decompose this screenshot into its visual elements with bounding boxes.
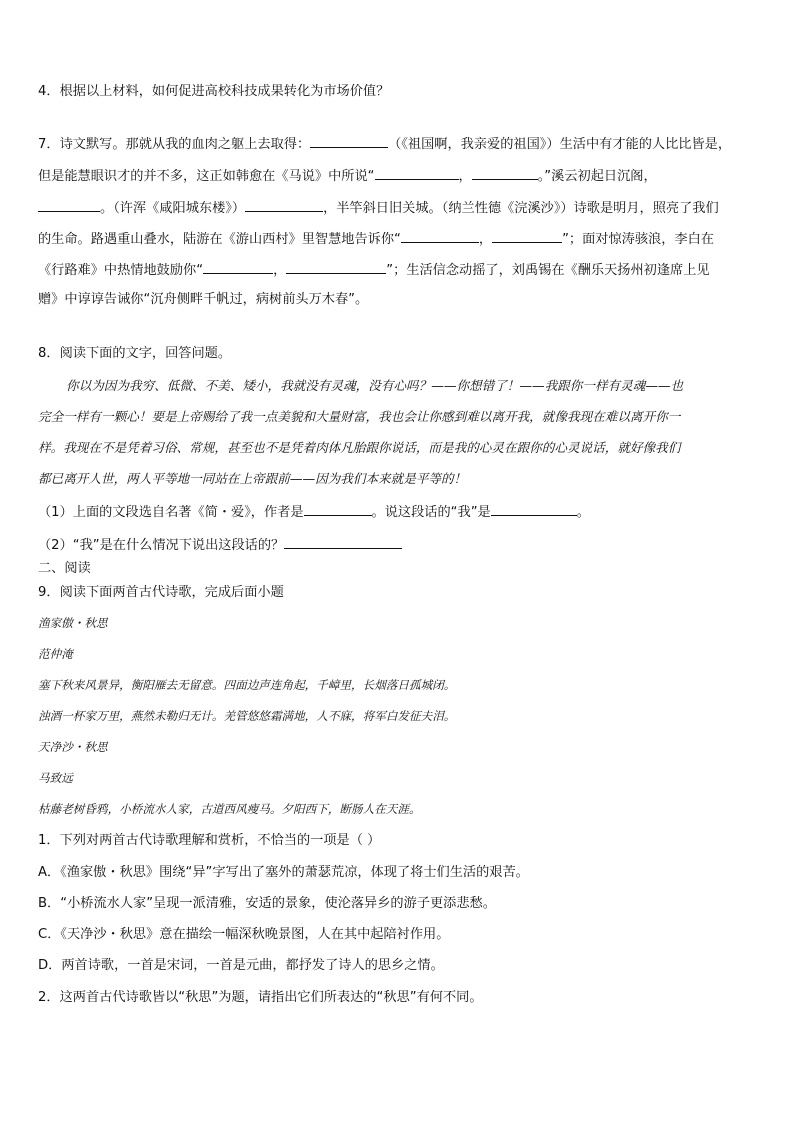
q7-text: 。”溪云初起日沉阁，: [537, 169, 657, 184]
question-9-title: 9．阅读下面两首古代诗歌，完成后面小题: [38, 585, 284, 600]
q7-line-2: [38, 166, 657, 186]
passage-line: 都已离开人世，两人平等地一同站在上帝跟前——因为我们本来就是平等的！: [38, 471, 467, 486]
option-b[interactable]: B．“小桥流水人家”呈现一派清雅，安适的景象，使沦落异乡的游子更添悲愁。: [38, 896, 496, 911]
option-d[interactable]: D．两首诗歌，一首是宋词，一首是元曲，都抒发了诗人的思乡之情。: [38, 958, 444, 973]
poem-2-line: 枯藤老树昏鸦，小桥流水人家，古道西风瘦马。夕阳西下，断肠人在天涯。: [38, 802, 421, 816]
poem-1-author: 范仲淹: [38, 647, 73, 661]
answer-blank[interactable]: [284, 535, 402, 549]
q8-text: 。说这段话的“我”是: [371, 505, 491, 520]
answer-blank[interactable]: [375, 166, 459, 180]
q8-subquestion-2: [38, 535, 402, 555]
answer-blank[interactable]: [203, 260, 273, 274]
option-c[interactable]: C．《天净沙・秋思》意在描绘一幅深秋晚景图，人在其中起陪衬作用。: [38, 927, 450, 942]
passage-line: 你以为因为我穷、低微、不美、矮小，我就没有灵魂，没有心吗？——你想错了！——我跟你一样有灵魂——也: [66, 378, 684, 393]
q7-line-1: [38, 134, 731, 154]
poem-1-line: 浊酒一杯家万里，燕然未勒归无计。羌管悠悠霜满地，人不寐，将军白发征夫泪。: [38, 709, 456, 723]
answer-blank[interactable]: [310, 134, 388, 148]
answer-blank[interactable]: [491, 502, 577, 516]
q7-text: ，半竿斜日旧关城。（纳兰性德《浣溪沙》）诗歌是明月，照亮了我们: [323, 201, 719, 216]
q8-subquestion-1: [38, 502, 590, 522]
answer-blank[interactable]: [286, 260, 386, 274]
q8-text: （2）“我”是在什么情况下说出这段话的？: [38, 538, 285, 553]
q7-text: 。（许浑《咸阳城东楼》）: [100, 201, 246, 216]
q7-text: ，: [273, 263, 287, 278]
q7-text: ，: [458, 169, 472, 184]
q8-text: （1）上面的文段选自名著《简・爱》，作者是: [38, 505, 304, 520]
poem-2-title: 天净沙・秋思: [38, 740, 108, 754]
q7-text: 的生命。路遇重山叠水，陆游在《游山西村》里智慧地告诉你“: [38, 232, 401, 247]
subquestion-1: 1．下列对两首古代诗歌理解和赏析，不恰当的一项是（ ）: [38, 833, 381, 848]
passage-line: 样。我现在不是凭着习俗、常规，甚至也不是凭着肉体凡胎跟你说话，而是我的心灵在跟你的心灵说话，就好像我们: [38, 440, 681, 455]
q7-text: 但是能慧眼识才的并不多，这正如韩愈在《马说》中所说“: [38, 169, 375, 184]
poem-1-title: 渔家傲・秋思: [38, 616, 108, 630]
q7-text: ”；生活信念动摇了，刘禹锡在《酬乐天扬州初逢席上见: [386, 263, 710, 278]
q7-text: ，: [478, 232, 493, 247]
answer-blank[interactable]: [472, 166, 538, 180]
q7-text: 《行路难》中热情地鼓励你“: [38, 263, 204, 278]
poem-1-line: 塞下秋来风景异，衡阳雁去无留意。四面边声连角起，千嶂里，长烟落日孤城闭。: [38, 678, 456, 692]
answer-blank[interactable]: [304, 502, 372, 516]
q7-line-6: 赠》中谆谆告诫你“沉舟侧畔千帆过，病树前头万木春”。: [38, 292, 369, 307]
poem-2-author: 马致远: [38, 771, 73, 785]
passage-line: 完全一样有一颗心！要是上帝赐给了我一点美貌和大量财富，我也会让你感到难以离开我，就像我现在难以离开你一: [38, 409, 681, 424]
answer-blank[interactable]: [38, 198, 100, 212]
q7-text: 7．诗文默写。那就从我的血肉之躯上去取得：: [38, 137, 311, 152]
answer-blank[interactable]: [492, 229, 562, 243]
q8-text: 。: [576, 505, 590, 520]
q7-line-4: [38, 229, 714, 249]
section-heading: 二、阅读: [38, 561, 91, 576]
answer-blank[interactable]: [245, 198, 323, 212]
question-4: 4．根据以上材料，如何促进高校科技成果转化为市场价值？: [38, 84, 390, 99]
q7-line-3: [38, 198, 719, 218]
answer-blank[interactable]: [401, 229, 479, 243]
q7-text: （《祖国啊，我亲爱的祖国》）生活中有才能的人比比皆是，: [388, 137, 732, 152]
subquestion-2: 2．这两首古代诗歌皆以“秋思”为题，请指出它们所表达的“秋思”有何不同。: [38, 990, 483, 1005]
q7-text: ”；面对惊涛骇浪，李白在: [562, 232, 714, 247]
question-8-title: 8．阅读下面的文字，回答问题。: [38, 346, 232, 361]
option-a[interactable]: A．《渔家傲・秋思》围绕“异”字写出了塞外的萧瑟荒凉，体现了将士们生活的艰苦。: [38, 865, 529, 880]
q7-line-5: [38, 260, 710, 280]
